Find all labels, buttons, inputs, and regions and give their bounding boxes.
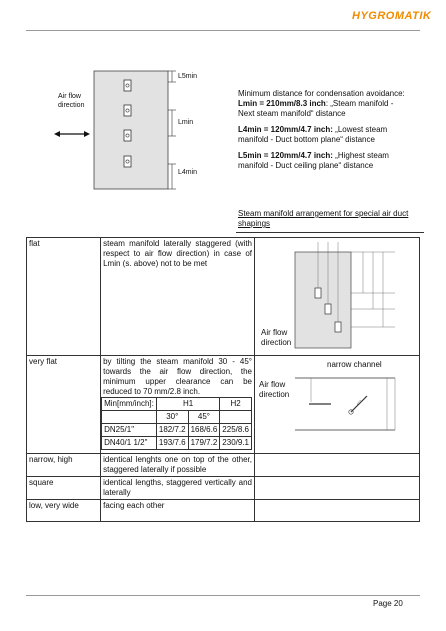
steam-manifold-diagram: [54, 66, 224, 194]
empty-cell: [255, 477, 420, 500]
description-cell: facing each other: [101, 500, 255, 522]
note-intro: Minimum distance for condensation avoidance:: [238, 89, 405, 98]
empty-cell: [255, 454, 420, 477]
tilt-row: [102, 437, 252, 450]
table-row: [27, 500, 420, 522]
tilt-header-row: [102, 398, 252, 411]
tilt-v45: 179/7.2: [188, 437, 220, 450]
l5min-term: L5min = 120mm/4.7 inch:: [238, 151, 333, 160]
table-row: [27, 477, 420, 500]
tilt-description: by tilting the steam manifold 30 - 45° towards the air flow direction, the minimum upper clearance can be reduced to 70 mm/2.8 inch.: [103, 357, 252, 396]
shape-cell: flat: [27, 238, 101, 356]
caption-rule: [236, 232, 424, 233]
direction-text: direction: [261, 338, 292, 347]
note-l4min: [238, 125, 406, 145]
air-flow-text: Air flow: [259, 380, 286, 389]
tilt-v30: 193/7.6: [156, 437, 188, 450]
dimension-lines: [168, 71, 176, 189]
direction-text: direction: [259, 390, 290, 399]
condensation-notes: [238, 89, 406, 177]
lmin-desc: : „Steam manifold - Next steam manifold“ distance: [238, 99, 394, 118]
angle-30-header: 30°: [156, 411, 188, 424]
note-lmin: [238, 99, 406, 119]
description-cell: identical lenghts one on top of the other, staggered laterally if possible: [101, 454, 255, 477]
section-caption: Steam manifold arrangement for special air duct shapings: [238, 209, 409, 228]
lmin-term: Lmin = 210mm/8.3 inch: [238, 99, 326, 108]
note-l5min: [238, 151, 406, 171]
description-cell: steam manifold laterally staggered (with respect to air flow direction) in case of Lmin (s. above) not to be met: [101, 238, 255, 356]
air-flow-label: [58, 92, 84, 110]
direction-text: direction: [58, 102, 85, 109]
l-min-label: Lmin: [178, 119, 194, 126]
h2-header: H2: [220, 398, 252, 411]
tilt-header-label: Min[mm/inch]:: [102, 398, 157, 411]
very-flat-diagram-cell: [255, 356, 420, 454]
tilt-model: DN25/1": [102, 424, 157, 437]
tilted-manifold-diagram: [255, 356, 419, 450]
footer-rule: [26, 595, 420, 596]
l5-min-label: L5min: [178, 73, 198, 80]
empty-cell: [255, 500, 420, 522]
tilt-row: [102, 424, 252, 437]
tilt-angle-row: [102, 411, 252, 424]
l4min-term: L4min = 120mm/4.7 inch:: [238, 125, 333, 134]
tilt-model: DN40/1 1/2": [102, 437, 157, 450]
l4min-desc: „Lowest steam manifold - Duct bottom plane“ distance: [238, 125, 388, 144]
very-flat-air-flow-label: [259, 380, 289, 400]
tilt-h2: 225/8.6: [220, 424, 252, 437]
tilt-v30: 182/7.2: [156, 424, 188, 437]
table-row: [27, 454, 420, 477]
shape-cell: low, very wide: [27, 500, 101, 522]
l4-min-label: L4min: [178, 169, 198, 176]
air-flow-text: Air flow: [261, 328, 288, 337]
l5min-desc: „Highest steam manifold - Duct ceiling plane“ distance: [238, 151, 389, 170]
shape-cell: very flat: [27, 356, 101, 454]
air-flow-text: Air flow: [58, 93, 81, 100]
angle-45-header: 45°: [188, 411, 220, 424]
narrow-channel-title: narrow channel: [327, 360, 382, 369]
table-row: [27, 238, 420, 356]
description-cell: [101, 356, 255, 454]
table-row: [27, 356, 420, 454]
arrangement-table: [26, 237, 420, 522]
header-rule: [26, 30, 420, 31]
description-cell: identical lengths, staggered vertically and laterally: [101, 477, 255, 500]
tilt-h2: 230/9.1: [220, 437, 252, 450]
page-number: Page 20: [373, 599, 403, 608]
h1-header: H1: [156, 398, 219, 411]
brand-logo: HYGROMATIK: [352, 10, 432, 22]
shape-cell: narrow, high: [27, 454, 101, 477]
air-flow-arrow: [54, 131, 90, 137]
flat-air-flow-label: [261, 328, 291, 348]
tilt-v45: 168/6.6: [188, 424, 220, 437]
shape-cell: square: [27, 477, 101, 500]
flat-diagram-cell: [255, 238, 420, 356]
tilt-dimension-table: [101, 397, 252, 450]
